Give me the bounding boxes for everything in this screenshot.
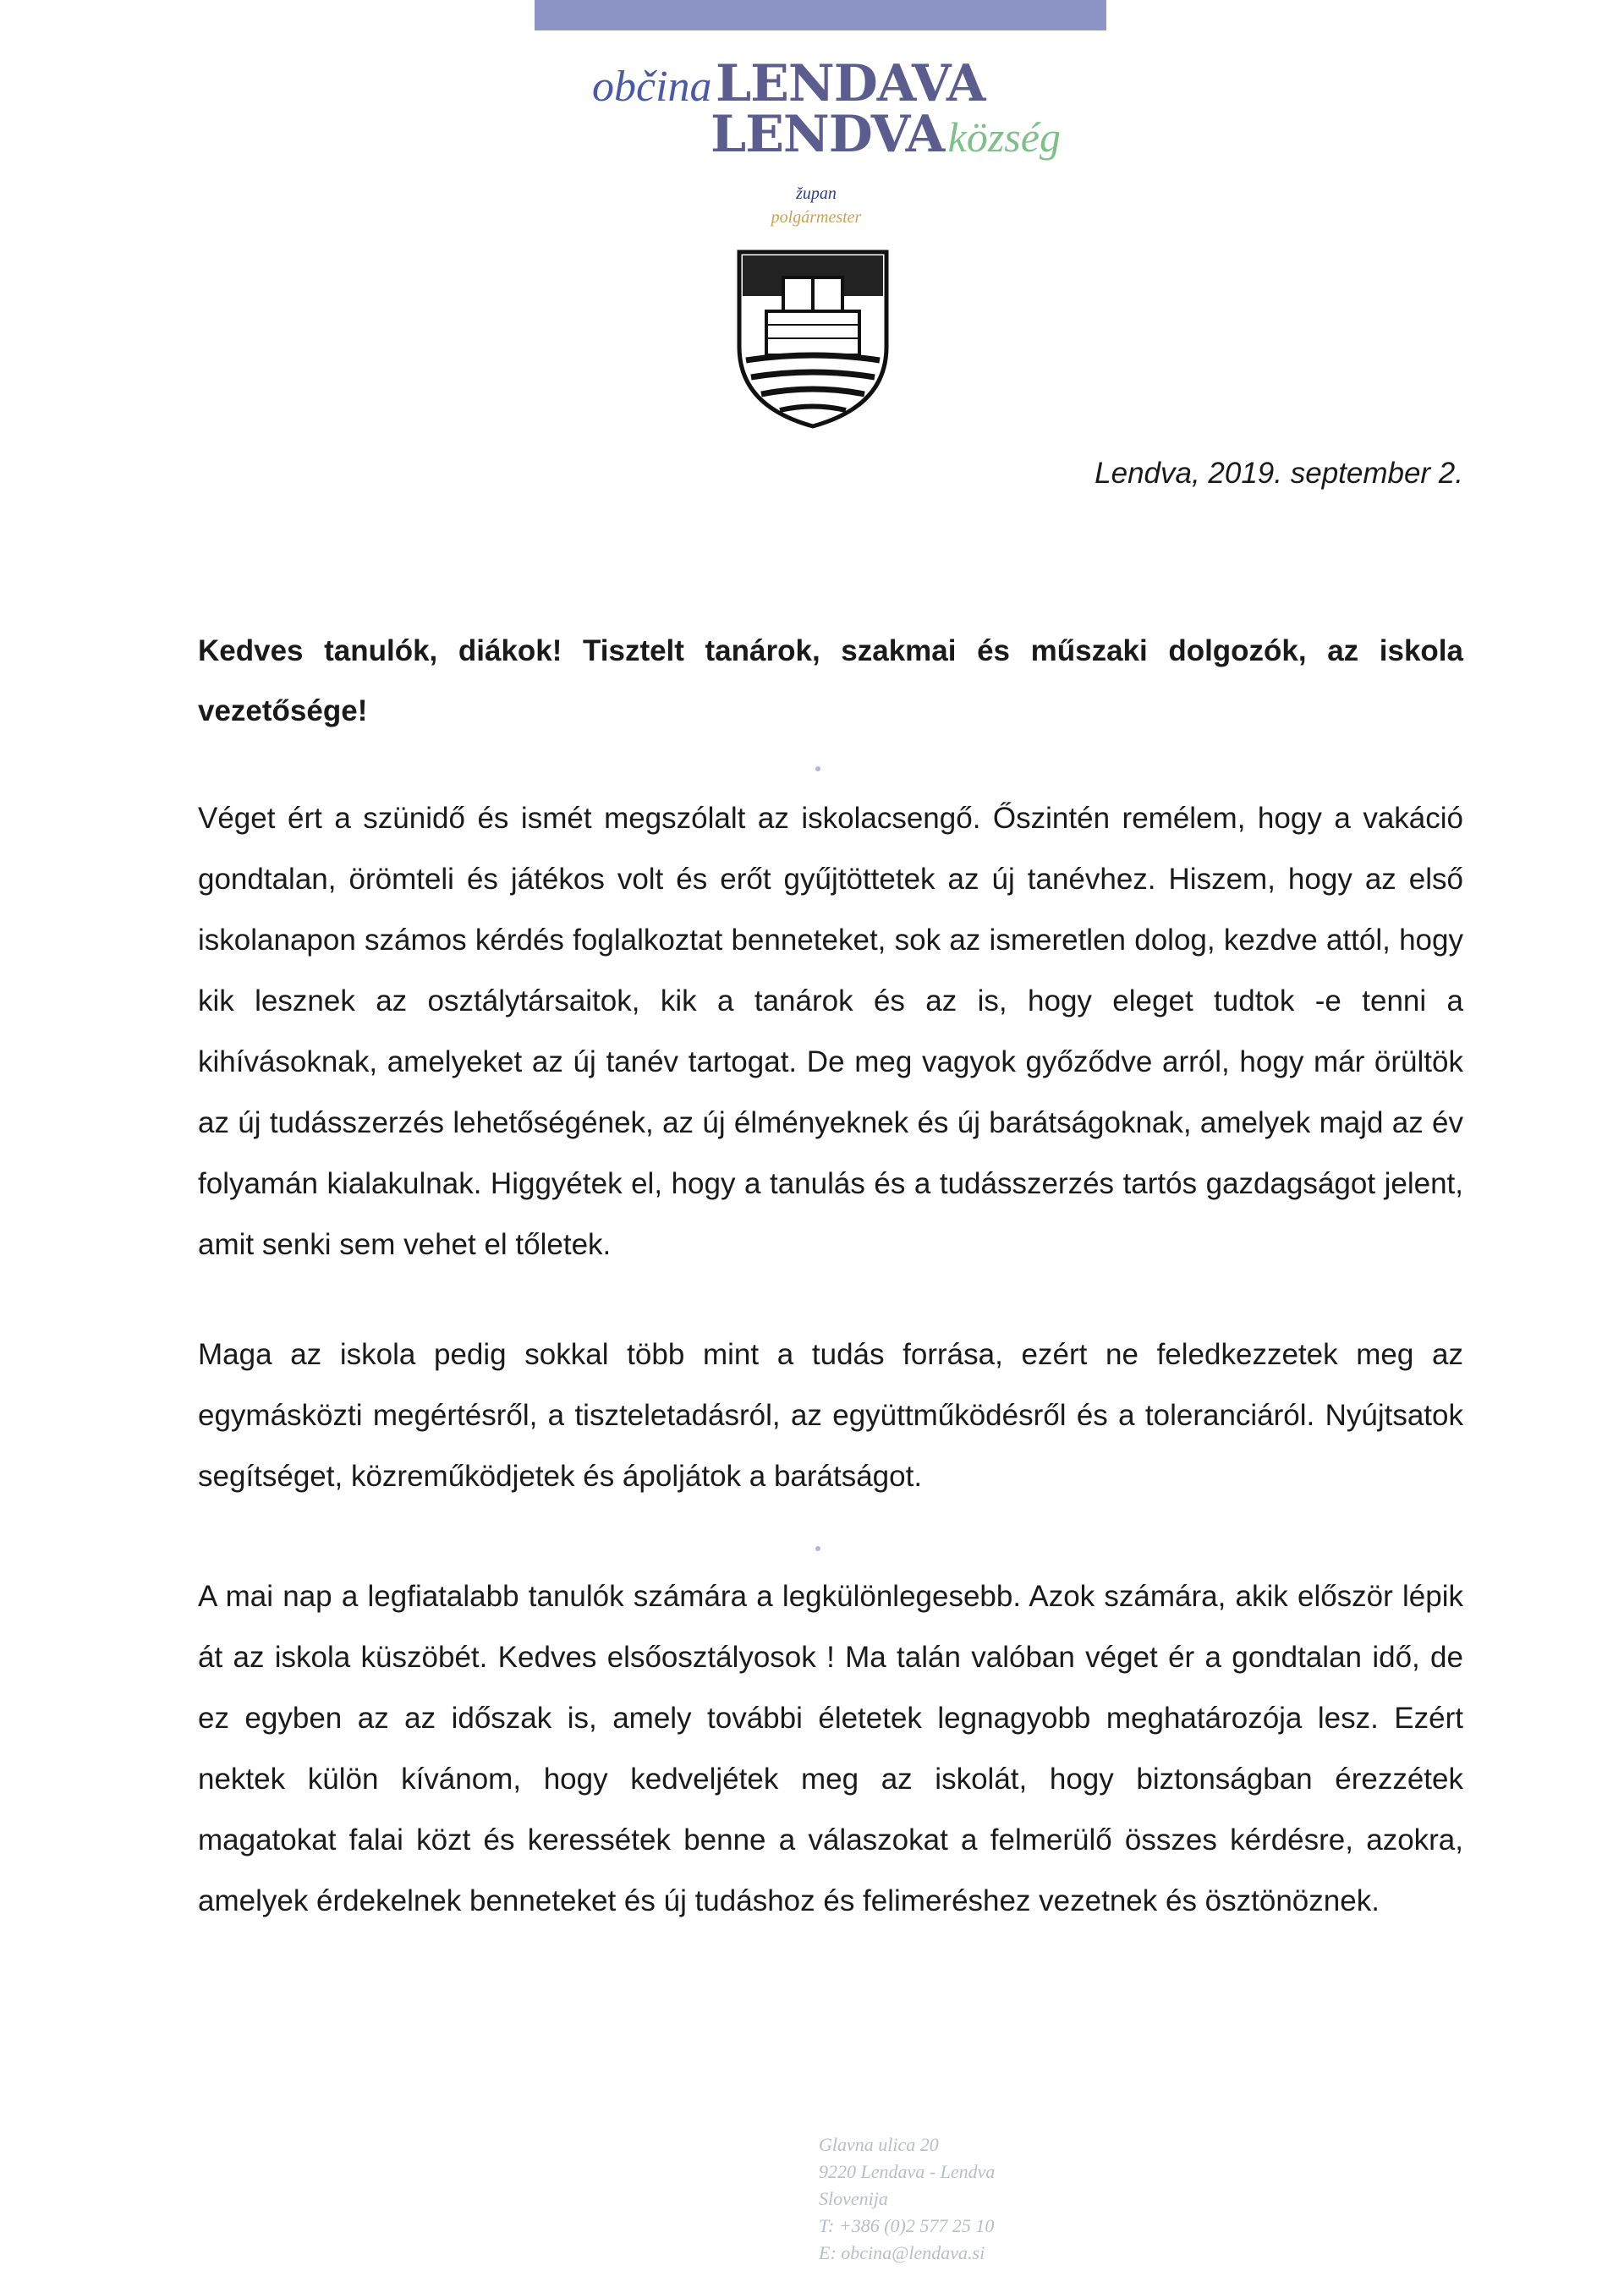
footer-email: E: obcina@lendava.si <box>819 2242 985 2263</box>
title-zupan: župan <box>796 184 837 203</box>
footer-city: 9220 Lendava - Lendva <box>819 2161 996 2182</box>
title-polgarmester: polgármester <box>771 208 862 227</box>
footer-street: Glavna ulica 20 <box>819 2134 939 2155</box>
logo-lendava: LENDAVA <box>715 54 985 113</box>
footer-address <box>819 2131 995 2267</box>
scan-dot <box>815 1546 820 1551</box>
salutation: Kedves tanulók, diákok! Tisztelt tanárok, szakmai és műszaki dolgozók, az iskola vezetősége! <box>198 634 1463 727</box>
footer-country: Slovenija <box>819 2188 888 2209</box>
coat-of-arms-icon <box>732 245 893 431</box>
municipality-logo <box>584 49 1061 184</box>
logo-obcina: občina <box>592 63 712 111</box>
logo-lendva: LENDVA <box>710 105 945 164</box>
paragraph-1: Véget ért a szünidő és ismét megszólalt az iskolacsengő. Őszintén remélem, hogy a vakáció gondtalan, örömteli és játékos volt és erőt gyűjtöttetek az új tanévhez. Hiszem, hogy az első iskolanapon számos kérdés foglalkoztat benneteket, sok az ismeretlen dolog, kezdve attól, hogy kik lesznek az osztálytársaitok, kik a tanárok és az is, hogy eleget tudtok -e tenni a kihívásoknak, amelyeket az új tanév tartogat. De meg vagyok győződve arról, hogy már örültök az új tudásszerzés lehetőségének, az új élményeknek és új barátságoknak, amelyek majd az év folyamán kialakulnak. Higgyétek el, hogy a tanulás és a tudásszerzés tartós gazdagságot jelent, amit senki sem vehet el tőletek. <box>198 802 1463 1261</box>
paragraph-3: A mai nap a legfiatalabb tanulók számára a legkülönlegesebb. Azok számára, akik először lépik át az iskola küszöbét. Kedves elsőosztályosok ! Ma talán valóban véget ér a gondtalan idő, de ez egyben az az időszak is, amely további életetek legnagyobb meghatározója lesz. Ezért nektek külön kívánom, hogy kedveljétek meg az iskolát, hogy biztonságban érezzétek magatokat falai közt és keressétek benne a válaszokat a felmerülő összes kérdésre, azokra, amelyek érdekelnek benneteket és új tudáshoz és felimeréshez vezetnek és ösztönöznek. <box>198 1580 1463 1917</box>
logo-kozseg: község <box>947 113 1061 161</box>
paragraph-2: Maga az iskola pedig sokkal több mint a tudás forrása, ezért ne feledkezzetek meg az egymásközti megértésről, a tiszteletadásról, az együttműködésről és a toleranciáról. Nyújtsatok segítséget, közreműködjetek és ápoljátok a barátságot. <box>198 1338 1463 1493</box>
scan-dot <box>815 766 820 771</box>
letterhead-bar <box>535 0 1106 30</box>
footer-phone: T: +386 (0)2 577 25 10 <box>819 2215 995 2236</box>
letter-date: Lendva, 2019. september 2. <box>1095 457 1463 490</box>
